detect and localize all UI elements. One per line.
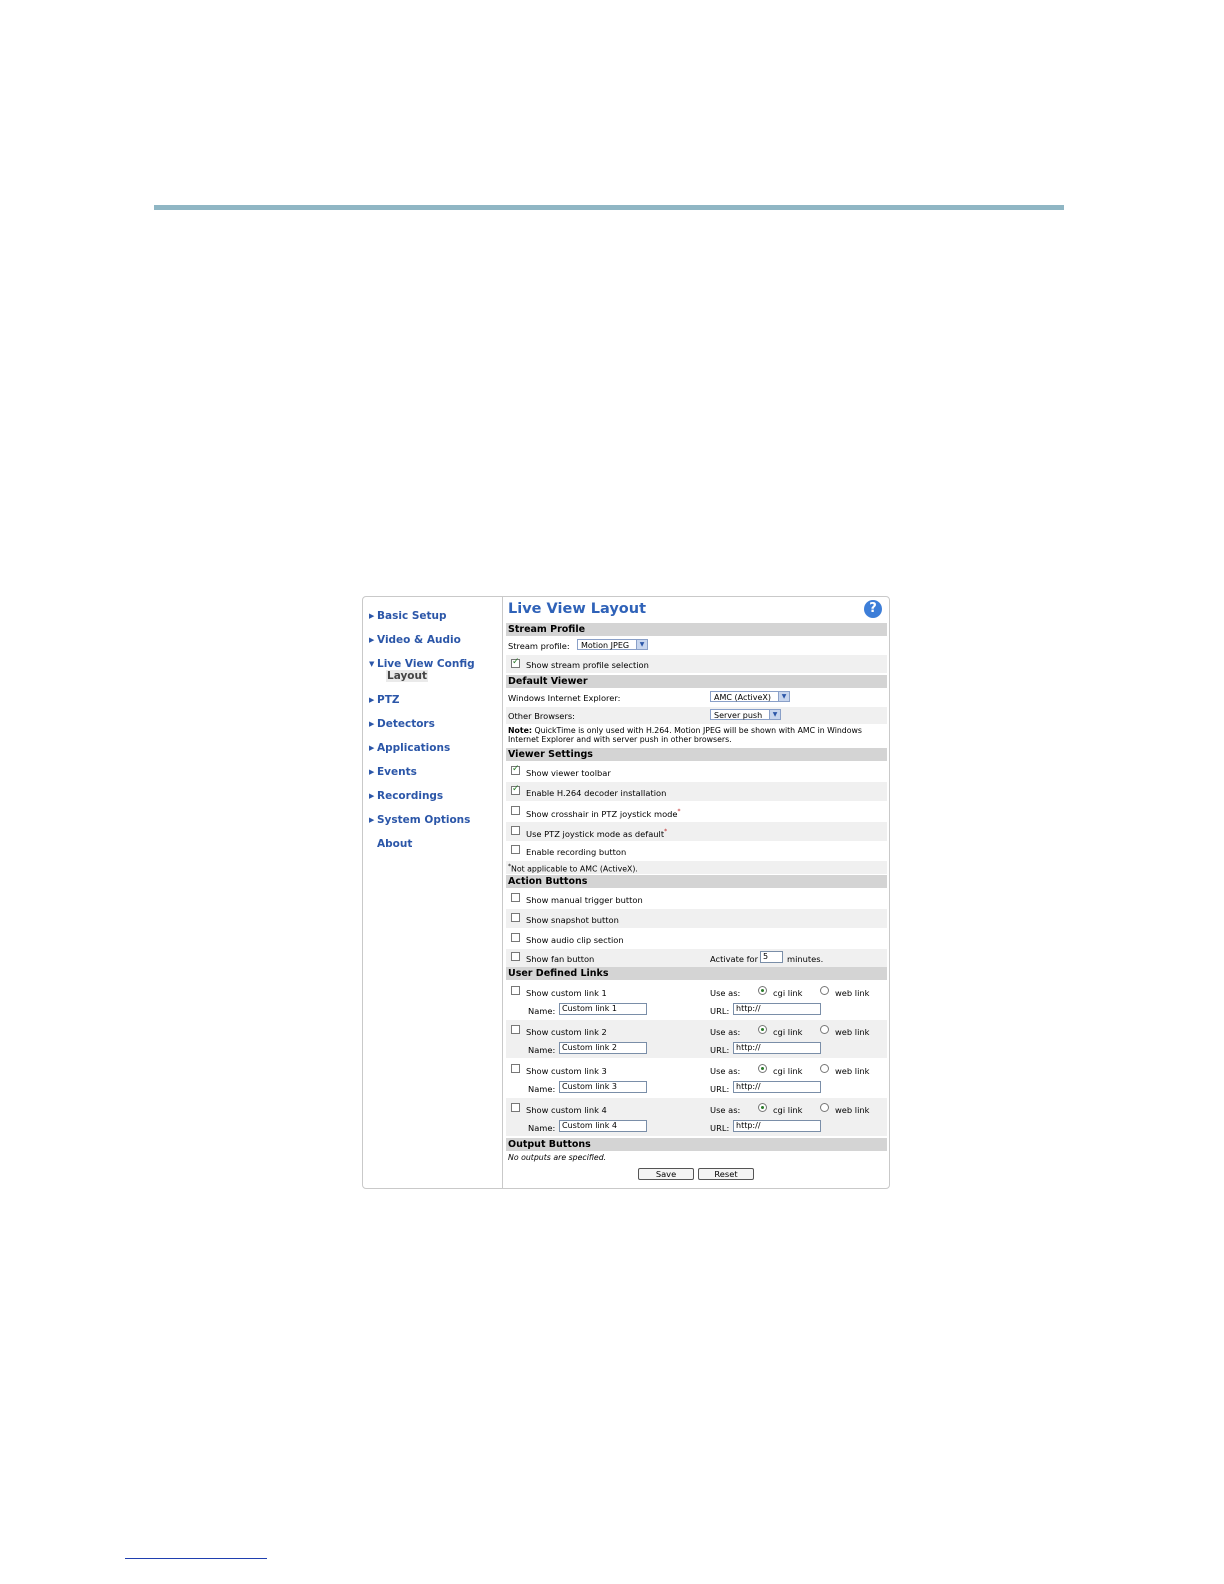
sidebar-item-system-options[interactable]: ▶ System Options [369, 814, 471, 826]
chevron-right-icon: ▶ [369, 816, 375, 824]
sidebar-subitem-layout[interactable]: Layout [387, 670, 428, 682]
chevron-down-icon: ▼ [769, 710, 780, 719]
custom-link-name-input[interactable]: Custom link 2 [559, 1042, 647, 1054]
activate-for-label: Activate for [710, 954, 759, 964]
custom-link-block: Show custom link 2 Use as: cgi link web link Name: Custom link 2 URL: http:// [506, 1020, 887, 1058]
main-panel [506, 597, 887, 1188]
activate-unit-label: minutes. [787, 954, 824, 964]
chevron-right-icon: ▶ [369, 696, 375, 704]
custom-link-block: Show custom link 3 Use as: cgi link web link Name: Custom link 3 URL: http:// [506, 1059, 887, 1097]
viewer-option-row: ✓ Enable H.264 decoder installation [506, 782, 887, 801]
section-viewer-settings: Viewer Settings [506, 748, 887, 761]
ie-viewer-label: Windows Internet Explorer: [508, 693, 621, 703]
activate-minutes-input[interactable]: 5 [760, 951, 783, 963]
action-option-row: Show fan button Activate for 5 minutes. [506, 949, 887, 967]
section-action-buttons: Action Buttons [506, 875, 887, 888]
chevron-right-icon: ▶ [369, 744, 375, 752]
chevron-down-icon: ▼ [636, 640, 647, 649]
help-icon[interactable]: ? [864, 600, 882, 618]
live-view-layout-screenshot [362, 596, 890, 1189]
fan-button-checkbox[interactable] [511, 952, 520, 961]
custom-link-url-input[interactable]: http:// [733, 1120, 821, 1132]
custom-link-url-input[interactable]: http:// [733, 1042, 821, 1054]
cgi-link-radio[interactable] [758, 1103, 767, 1112]
stream-profile-select[interactable]: Motion JPEG ▼ [577, 639, 648, 650]
chevron-right-icon: ▶ [369, 636, 375, 644]
sidebar-item-live-view-config[interactable]: ▼ Live View Config [369, 658, 475, 670]
ie-viewer-select[interactable]: AMC (ActiveX) ▼ [710, 691, 790, 702]
action-option-row: Show snapshot button [506, 909, 887, 928]
manual-trigger-checkbox[interactable] [511, 893, 520, 902]
enable-recording-checkbox[interactable] [511, 845, 520, 854]
custom-link-checkbox[interactable] [511, 1103, 520, 1112]
chevron-down-icon: ▼ [778, 692, 789, 701]
chevron-right-icon: ▶ [369, 792, 375, 800]
web-link-radio[interactable] [820, 986, 829, 995]
section-output-buttons: Output Buttons [506, 1138, 887, 1151]
cgi-link-radio[interactable] [758, 1064, 767, 1073]
section-default-viewer: Default Viewer [506, 675, 887, 688]
chevron-right-icon: ▶ [369, 768, 375, 776]
web-link-radio[interactable] [820, 1103, 829, 1112]
cgi-link-radio[interactable] [758, 1025, 767, 1034]
custom-link-name-input[interactable]: Custom link 4 [559, 1120, 647, 1132]
show-stream-profile-label: Show stream profile selection [526, 660, 649, 670]
custom-link-checkbox[interactable] [511, 1064, 520, 1073]
footer-rule [125, 1558, 267, 1559]
custom-link-url-input[interactable]: http:// [733, 1081, 821, 1093]
custom-link-checkbox[interactable] [511, 986, 520, 995]
action-option-row: Show audio clip section [506, 929, 887, 948]
chevron-right-icon: ▶ [369, 720, 375, 728]
sidebar [363, 597, 503, 1188]
viewer-option-row: ✓ Show viewer toolbar [506, 762, 887, 781]
snapshot-checkbox[interactable] [511, 913, 520, 922]
custom-link-name-input[interactable]: Custom link 1 [559, 1003, 647, 1015]
custom-link-url-input[interactable]: http:// [733, 1003, 821, 1015]
sidebar-item-video-audio[interactable]: ▶ Video & Audio [369, 634, 461, 646]
audio-clip-checkbox[interactable] [511, 933, 520, 942]
chevron-down-icon: ▼ [369, 660, 375, 668]
reset-button[interactable]: Reset [698, 1168, 754, 1180]
other-browsers-select[interactable]: Server push ▼ [710, 709, 781, 720]
web-link-radio[interactable] [820, 1025, 829, 1034]
stream-profile-row [506, 637, 887, 654]
sidebar-item-about[interactable]: About [377, 838, 413, 850]
chevron-right-icon: ▶ [369, 612, 375, 620]
show-stream-profile-checkbox[interactable] [511, 659, 520, 668]
cgi-link-radio[interactable] [758, 986, 767, 995]
ptz-joystick-default-checkbox[interactable] [511, 826, 520, 835]
action-option-row: Show manual trigger button [506, 889, 887, 908]
viewer-option-row: Enable recording button [506, 842, 887, 860]
viewer-option-row: Use PTZ joystick mode as default* [506, 822, 887, 841]
sidebar-item-detectors[interactable]: ▶ Detectors [369, 718, 435, 730]
show-viewer-toolbar-checkbox[interactable] [511, 766, 520, 775]
viewer-option-row: Show crosshair in PTZ joystick mode* [506, 802, 887, 821]
web-link-radio[interactable] [820, 1064, 829, 1073]
viewer-footnote: *Not applicable to AMC (ActiveX). [506, 861, 887, 874]
page-header-rule [154, 205, 1064, 210]
page-title: Live View Layout [508, 601, 647, 617]
show-crosshair-checkbox[interactable] [511, 806, 520, 815]
custom-link-name-input[interactable]: Custom link 3 [559, 1081, 647, 1093]
other-browsers-label: Other Browsers: [508, 711, 575, 721]
sidebar-item-ptz[interactable]: ▶ PTZ [369, 694, 400, 706]
sidebar-item-basic-setup[interactable]: ▶ Basic Setup [369, 610, 447, 622]
viewer-note: Note: QuickTime is only used with H.264. Motion JPEG will be shown with AMC in Windows Internet Explorer and with server push in other browsers. [508, 726, 862, 744]
custom-link-checkbox[interactable] [511, 1025, 520, 1034]
show-stream-profile-row [506, 655, 887, 673]
sidebar-item-applications[interactable]: ▶ Applications [369, 742, 451, 754]
sidebar-item-recordings[interactable]: ▶ Recordings [369, 790, 444, 802]
output-buttons-row [506, 1152, 887, 1164]
ie-viewer-row [506, 689, 887, 706]
section-user-defined-links: User Defined Links [506, 967, 887, 980]
stream-profile-label: Stream profile: [508, 641, 570, 651]
other-browsers-row [506, 707, 887, 724]
section-stream-profile: Stream Profile [506, 623, 887, 636]
custom-link-block: Show custom link 4 Use as: cgi link web link Name: Custom link 4 URL: http:// [506, 1098, 887, 1136]
save-button[interactable]: Save [638, 1168, 694, 1180]
sidebar-item-events[interactable]: ▶ Events [369, 766, 417, 778]
custom-link-block: Show custom link 1 Use as: cgi link web link Name: Custom link 1 URL: http:// [506, 981, 887, 1019]
enable-h264-checkbox[interactable] [511, 786, 520, 795]
no-outputs-text: No outputs are specified. [508, 1153, 607, 1162]
